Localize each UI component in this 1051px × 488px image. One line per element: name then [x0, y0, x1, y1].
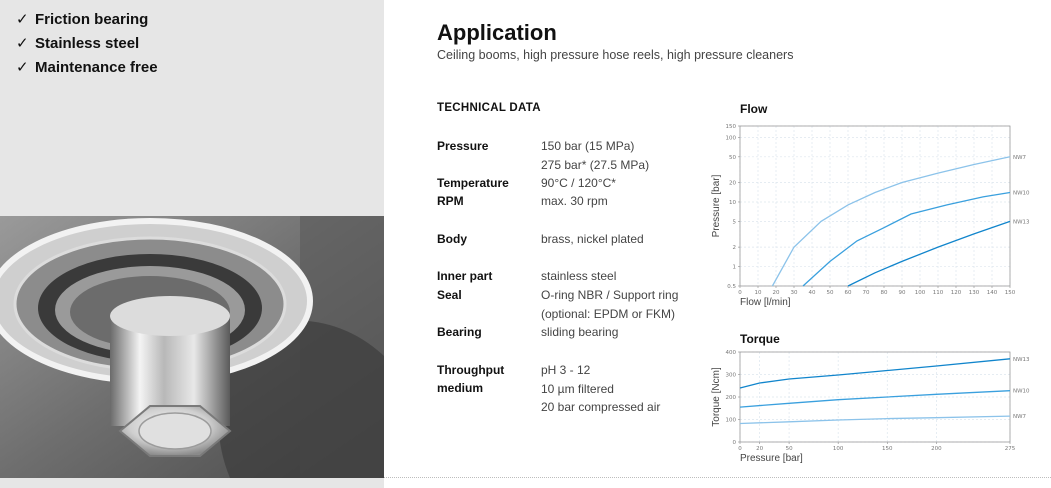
y-tick-label: 100 — [725, 417, 736, 424]
series-line-nw13 — [740, 359, 1010, 388]
series-line-nw10 — [803, 193, 1010, 287]
check-icon: ✓ — [16, 11, 29, 28]
spec-label-seal: Seal — [437, 288, 462, 302]
x-tick-label: 140 — [986, 290, 998, 296]
feature-list — [16, 8, 158, 80]
torque-chart — [705, 346, 1040, 470]
x-axis-label: Pressure [bar] — [740, 453, 803, 464]
series-label-nw7: NW7 — [1013, 154, 1027, 161]
y-tick-label: 1 — [732, 264, 736, 271]
y-tick-label: 20 — [729, 180, 736, 187]
application-subtitle: Ceiling booms, high pressure hose reels, high pressure cleaners — [437, 48, 794, 62]
x-tick-label: 200 — [931, 446, 942, 452]
feature-panel — [0, 0, 384, 488]
check-icon: ✓ — [16, 35, 29, 52]
x-tick-label: 120 — [950, 290, 962, 296]
spec-label-rpm: RPM — [437, 194, 464, 208]
x-tick-label: 20 — [756, 446, 764, 452]
y-axis-label: Torque [Ncm] — [711, 367, 722, 427]
spec-value-throughput-medium: pH 3 - 12 10 µm filtered 20 bar compressed air — [541, 363, 661, 414]
spec-value-pressure: 150 bar (15 MPa) 275 bar* (27.5 MPa) — [541, 139, 650, 172]
spec-label-bearing: Bearing — [437, 325, 482, 339]
y-tick-label: 10 — [729, 199, 736, 206]
spec-label-pressure: Pressure — [437, 139, 489, 153]
spec-value-bearing: sliding bearing — [541, 325, 619, 339]
feature-label: Stainless steel — [35, 35, 140, 52]
x-tick-label: 275 — [1004, 446, 1016, 452]
series-label-nw10: NW10 — [1013, 388, 1030, 395]
feature-label: Maintenance free — [35, 59, 158, 76]
y-tick-label: 2 — [732, 245, 736, 252]
x-tick-label: 130 — [968, 290, 980, 296]
x-tick-label: 110 — [932, 290, 944, 296]
x-tick-label: 60 — [844, 290, 852, 296]
section-divider — [384, 477, 1051, 478]
series-line-nw13 — [848, 221, 1010, 286]
y-tick-label: 100 — [725, 135, 736, 142]
feature-item — [16, 8, 158, 32]
feature-label: Friction bearing — [35, 11, 149, 28]
y-tick-label: 200 — [725, 395, 736, 401]
spec-value-rpm: max. 30 rpm — [541, 194, 608, 208]
x-tick-label: 80 — [880, 290, 888, 296]
flow-chart-title: Flow — [740, 102, 768, 116]
spec-label-throughput-medium: Throughput medium — [437, 363, 505, 395]
series-label-nw13: NW13 — [1013, 219, 1030, 226]
x-tick-label: 30 — [790, 290, 798, 296]
x-tick-label: 70 — [862, 290, 870, 296]
x-tick-label: 20 — [772, 290, 780, 296]
y-tick-label: 50 — [729, 154, 736, 161]
x-tick-label: 50 — [826, 290, 834, 296]
y-tick-label: 5 — [732, 219, 736, 226]
flow-chart — [705, 118, 1040, 310]
rotary-joint-illustration — [0, 216, 384, 478]
y-tick-label: 0 — [732, 440, 736, 446]
series-label-nw10: NW10 — [1013, 190, 1030, 197]
x-tick-label: 90 — [898, 290, 906, 296]
x-tick-label: 40 — [808, 290, 816, 296]
spec-label-temperature: Temperature — [437, 176, 509, 190]
x-tick-label: 150 — [1004, 290, 1016, 296]
check-icon: ✓ — [16, 59, 29, 76]
torque-chart-title: Torque — [740, 332, 780, 346]
x-tick-label: 150 — [882, 446, 893, 452]
x-tick-label: 10 — [754, 290, 762, 296]
x-tick-label: 100 — [914, 290, 926, 296]
series-line-nw10 — [740, 391, 1010, 407]
spec-value-temperature: 90°C / 120°C* — [541, 176, 616, 190]
x-tick-label: 100 — [832, 446, 844, 452]
spec-value-inner-part: stainless steel — [541, 269, 617, 283]
y-tick-label: 400 — [725, 350, 736, 356]
feature-item — [16, 56, 158, 80]
spec-label-body: Body — [437, 232, 467, 246]
x-tick-label: 50 — [785, 446, 793, 452]
x-tick-label: 0 — [738, 446, 742, 452]
spec-value-body: brass, nickel plated — [541, 232, 644, 246]
x-axis-label: Flow [l/min] — [740, 297, 791, 308]
feature-item — [16, 32, 158, 56]
y-tick-label: 0.5 — [727, 284, 736, 290]
application-title: Application — [437, 20, 557, 45]
y-axis-label: Pressure [bar] — [711, 174, 722, 238]
series-label-nw13: NW13 — [1013, 356, 1030, 363]
plot-frame — [740, 126, 1010, 286]
y-tick-label: 150 — [725, 124, 736, 130]
series-label-nw7: NW7 — [1013, 414, 1027, 421]
x-tick-label: 0 — [738, 290, 742, 296]
product-photo — [0, 216, 384, 478]
spec-value-seal: O-ring NBR / Support ring (optional: EPDM or FKM) — [541, 288, 679, 321]
technical-data-heading: TECHNICAL DATA — [437, 102, 541, 114]
spec-label-inner-part: Inner part — [437, 269, 493, 283]
y-tick-label: 300 — [725, 372, 736, 379]
